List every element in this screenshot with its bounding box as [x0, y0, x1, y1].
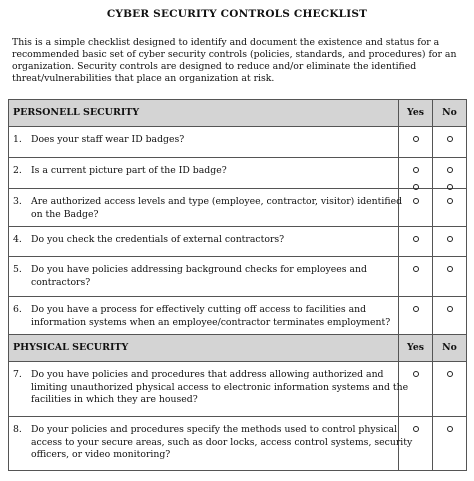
question-text: [31, 165, 394, 178]
question-line: Do you have policies and procedures that address allowing authorized and: [31, 369, 384, 380]
intro-line: organization. Security controls are designed to reduce and/or eliminate the identified: [12, 61, 417, 72]
section-title: PHYSICAL SECURITY: [9, 335, 399, 362]
no-radio-cell: [433, 417, 467, 471]
question-line: contractors?: [31, 276, 91, 288]
no-radio[interactable]: [447, 198, 453, 204]
yes-column-header: Yes: [399, 335, 433, 362]
table-row: [9, 297, 467, 335]
no-radio[interactable]: [447, 426, 453, 432]
yes-radio[interactable]: [413, 236, 419, 242]
yes-radio-cell: [399, 227, 433, 257]
no-radio[interactable]: [447, 371, 453, 377]
question-line: Is a current picture part of the ID badge?: [31, 165, 227, 176]
yes-radio[interactable]: [413, 167, 419, 173]
question-cell: [9, 297, 399, 335]
yes-radio-cell: [399, 189, 433, 227]
question-cell: [9, 158, 399, 189]
no-radio-cell: [433, 227, 467, 257]
section-title: PERSONELL SECURITY: [9, 100, 399, 127]
yes-radio-cell: [399, 297, 433, 335]
question-number: 3.: [13, 196, 22, 207]
no-radio-cell: [433, 362, 467, 417]
question-cell: [9, 362, 409, 417]
question-number: 2.: [13, 165, 22, 176]
question-text: [31, 264, 394, 289]
yes-radio-cell: [399, 127, 433, 158]
table-row: [9, 362, 467, 417]
question-cell: [9, 127, 399, 158]
no-radio-cell: [433, 257, 467, 297]
question-line: Are authorized access levels and type (employee, contractor, visitor) identified: [31, 196, 403, 207]
yes-radio-cell: [399, 158, 433, 189]
question-line: access to your secure areas, such as door locks, access control systems, security: [31, 436, 413, 448]
table-row: [9, 257, 467, 297]
section-header-physical-security: [9, 335, 467, 362]
yes-radio-cell: [399, 362, 433, 417]
question-line: Do you have a process for effectively cutting off access to facilities and: [31, 304, 367, 315]
no-radio[interactable]: [447, 236, 453, 242]
table-row: [9, 189, 467, 227]
yes-radio-cell: [399, 417, 433, 471]
yes-radio[interactable]: [413, 371, 419, 377]
question-number: 5.: [13, 264, 22, 275]
no-radio-cell: [433, 189, 467, 227]
yes-radio[interactable]: [413, 136, 419, 142]
no-radio-cell: [433, 127, 467, 158]
question-text: [31, 369, 408, 407]
no-radio[interactable]: [447, 306, 453, 312]
yes-radio[interactable]: [413, 306, 419, 312]
no-radio-cell: [433, 158, 467, 189]
question-number: 6.: [13, 304, 22, 315]
question-cell: [9, 417, 413, 471]
question-number: 8.: [13, 424, 22, 435]
checklist-table: [8, 99, 467, 471]
question-line: Do you have policies addressing background checks for employees and: [31, 264, 367, 275]
question-cell: [9, 227, 399, 257]
question-text: [31, 304, 394, 329]
question-text: [31, 234, 394, 247]
yes-column-header: Yes: [399, 100, 433, 127]
no-radio[interactable]: [447, 266, 453, 272]
question-line: Do you check the credentials of external contractors?: [31, 234, 285, 245]
intro-paragraph: [12, 37, 464, 85]
question-line: information systems when an employee/contractor terminates employment?: [31, 316, 391, 328]
question-text: [31, 196, 402, 221]
yes-radio-cell: [399, 257, 433, 297]
question-line: facilities in which they are housed?: [31, 394, 198, 405]
section-header-personell-security: [9, 100, 467, 127]
intro-line: This is a simple checklist designed to identify and document the existence and status for a: [12, 37, 440, 48]
yes-radio[interactable]: [413, 426, 419, 432]
intro-line: threat/vulnerabilities that place an organization at risk.: [12, 73, 275, 84]
no-radio[interactable]: [447, 136, 453, 142]
question-number: 4.: [13, 234, 22, 245]
question-text: [31, 424, 412, 462]
yes-radio[interactable]: [413, 198, 419, 204]
table-row: [9, 417, 467, 471]
intro-line: recommended basic set of cyber security controls (policies, standards, and procedures) for an: [12, 49, 457, 60]
document-title: CYBER SECURITY CONTROLS CHECKLIST: [106, 8, 368, 20]
question-line: officers, or video monitoring?: [31, 449, 171, 460]
no-column-header: No: [433, 100, 467, 127]
question-number: 1.: [13, 134, 22, 145]
no-radio[interactable]: [447, 167, 453, 173]
no-column-header: No: [433, 335, 467, 362]
question-line: Does your staff wear ID badges?: [31, 134, 185, 145]
question-number: 7.: [13, 369, 22, 380]
table-row: [9, 158, 467, 189]
yes-radio[interactable]: [413, 266, 419, 272]
question-cell: [9, 257, 399, 297]
table-row: [9, 127, 467, 158]
question-line: limiting unauthorized physical access to electronic information systems and the: [31, 381, 409, 393]
table-row: [9, 227, 467, 257]
question-line: on the Badge?: [31, 208, 99, 220]
question-line: Do your policies and procedures specify the methods used to control physical: [31, 424, 398, 435]
question-text: [31, 134, 394, 147]
question-cell: [9, 189, 403, 227]
no-radio-cell: [433, 297, 467, 335]
